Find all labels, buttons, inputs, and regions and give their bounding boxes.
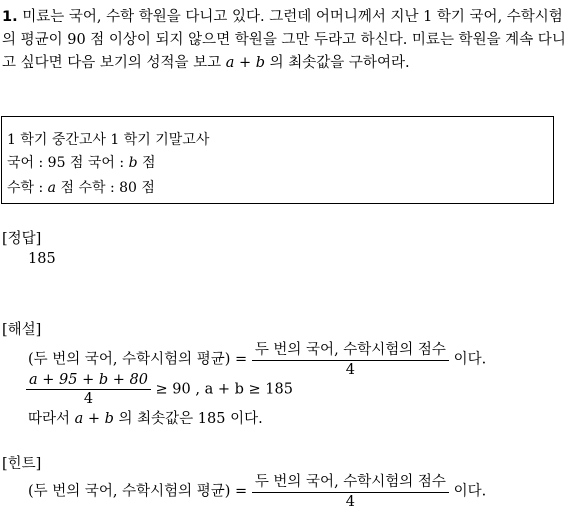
math-rest: 점 수학 : 80 점 [56,180,155,196]
fraction-numerator: 두 번의 국어, 수학시험의 점수 [252,338,449,361]
explanation-tail: 이다. [453,351,487,368]
korean-var: b [128,155,138,171]
korean-unit: 점 [137,155,156,171]
conclusion-expr: a + b [74,411,114,427]
score-row-korean [7,152,156,172]
explanation-header: [해설] [2,322,42,338]
conclusion-pre: 따라서 [28,411,75,427]
score-row-math [7,177,155,197]
problem-expression: a + b [225,55,266,71]
problem-statement [2,6,572,75]
hint-tail: 이다. [453,483,487,500]
hint-denominator: 4 [345,494,355,510]
inequality-rest: ≥ 90 , a + b ≥ 185 [155,381,293,398]
problem-text-2: 의 최솟값을 구하여라. [265,55,410,71]
fraction-denominator: 4 [345,362,355,378]
explanation-line-2 [26,372,293,407]
conclusion-post: 의 최솟값은 185 이다. [113,411,263,427]
math-label: 수학 : [7,180,48,196]
problem-number: 1. [2,9,18,25]
answer-header: [정답] [2,231,42,247]
inequality-denominator: 4 [83,391,94,407]
explanation-line-3 [28,407,263,428]
inequality-numerator: a + 95 + b + 80 [26,372,151,390]
hint-fraction [252,470,449,510]
answer-value: 185 [28,251,56,267]
inequality-fraction [26,372,151,407]
problem-text-1: 미료는 국어, 수학 학원을 다니고 있다. 그런데 어머니께서 지난 1 학기 국어, 수학시험의 평균이 90 점 이상이 되지 않으면 학원을 그만 두라고 하신다. 미료는 학원을 계속 다니고 싶다면 다음 보기의 성적을 보고 [2,9,566,71]
score-box-header: 1 학기 중간고사 1 학기 기말고사 [7,132,210,148]
math-var: a [47,180,57,196]
korean-label: 국어 : 95 점 국어 : [7,155,129,171]
score-box [1,116,554,204]
hint-lhs: (두 번의 국어, 수학시험의 평균) = [28,483,248,500]
hint-numerator: 두 번의 국어, 수학시험의 점수 [252,470,449,493]
hint-line-1 [28,470,486,510]
hint-header: [힌트] [2,456,42,472]
explanation-lhs: (두 번의 국어, 수학시험의 평균) = [28,351,248,368]
